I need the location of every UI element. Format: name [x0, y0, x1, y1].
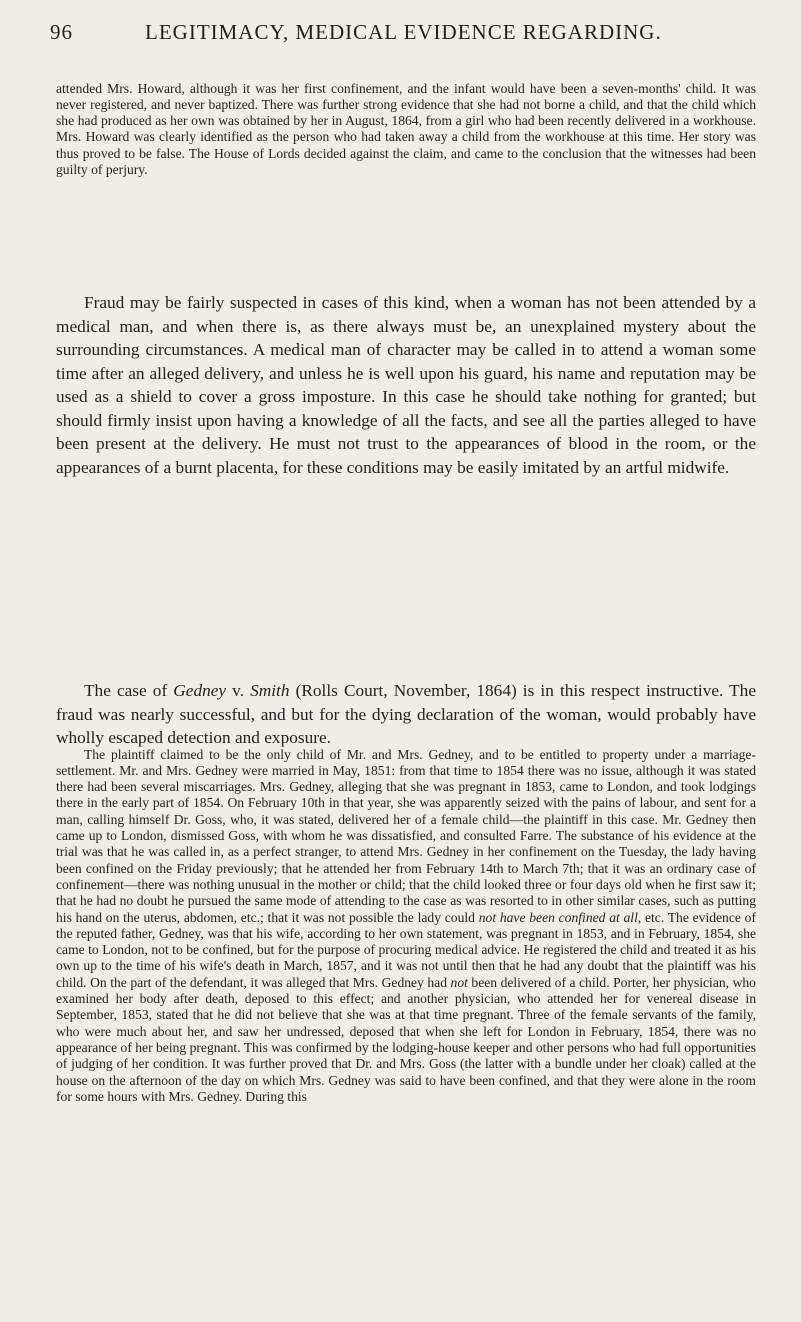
text-run: (Rolls Court, November, 1864) is in this respect instructive. The fraud was nearly successful, and but for the dying declaration of the woman, would probably have wholly escaped detection and exposure.	[56, 681, 756, 748]
page-header	[50, 20, 750, 50]
page-number: 96	[50, 20, 73, 44]
text-run: The plaintiff claimed to be the only child of Mr. and Mrs. Gedney, and to be entitled to property under a marriage-settlement. Mr. and Mrs. Gedney were married in May, 1851: from that time to 1854 there was no issue, although it was stated there had been several miscarriages. Mrs. Gedney, alleging that she was pregnant in 1853, came to London, and took lodgings there in the early part of 1854. On February 10th in that year, she was apparently seized with the pains of labour, and sent for a man, calling himself Dr. Goss, who, it was stated, delivered her of a female child—the plaintiff in this case. Mr. Gedney then came up to London, dismissed Goss, with whom he was dissatisfied, and consulted Farre. The substance of his evidence at the trial was that he was called in, as a perfect stranger, to attend Mrs. Gedney in her confinement on the Tuesday, the lady having been confined on the Friday previously; that he attended her from February 14th to March 7th; that it was an ordinary case of confinement—there was nothing unusual in the mother or child; that the child looked three or four days old when he first saw it; that he had no doubt he pursued the same mode of attending to the case as was resorted to in other similar cases, such as putting his hand on the uterus, abdomen, etc.; that it was not possible the lady could	[56, 746, 756, 925]
paragraph-gedney-details	[56, 747, 756, 1106]
text-run: The case of	[84, 681, 174, 701]
emphasis-italic: not have been confined at all	[478, 909, 638, 925]
running-head: LEGITIMACY, MEDICAL EVIDENCE REGARDING.	[145, 20, 662, 44]
text-run: been delivered of a child. Porter, her physician, who examined her body after death, deposed to this effect; and another physician, who attended her for venereal disease in September, 1853, stated that he did not believe that she was at that time pregnant. Three of the female servants of the family, who were much about her, and saw her undressed, deposed that when she left for London in February, 1854, there was no appearance of her being pregnant. This was confirmed by the lodging-house keeper and other persons who had full opportunities of judging of her condition. It was further proved that Dr. and Mrs. Goss (the latter with a bundle under her cloak) called at the house on the afternoon of the day on which Mrs. Gedney was said to have been confined, and that they were alone in the room for some hours with Mrs. Gedney. During this	[56, 974, 756, 1104]
emphasis-italic: not	[450, 974, 468, 990]
case-name-italic: Gedney	[173, 681, 227, 701]
paragraph-howard-case: attended Mrs. Howard, although it was her first confinement, and the infant would have been a seven-months' child. It was never registered, and never baptized. There was further strong evidence that she had not borne a child, and that the child which she had produced as her own was obtained by her in August, 1864, from a girl who had been recently delivered in a workhouse. Mrs. Howard was clearly identified as the person who had taken away a child from the workhouse at this time. Her story was thus proved to be false. The House of Lords decided against the claim, and came to the conclusion that the witnesses had been guilty of perjury.	[56, 80, 756, 178]
paragraph-fraud-suspicion: Fraud may be fairly suspected in cases of this kind, when a woman has not been attended by a medical man, and when there is, as there always must be, an unexplained mystery about the surrounding circumstances. A medical man of character may be called in to attend a woman some time after an alleged delivery, and unless he is well upon his guard, his name and reputation may be used as a shield to cover a gross imposture. In this case he should take nothing for granted; but should firmly insist upon having a knowledge of all the facts, and see all the parties alleged to have been present at the delivery. He must not trust to the appearances of blood in the room, or the appearances of a burnt placenta, for these conditions may be easily imitated by an artful midwife.	[56, 293, 756, 477]
text-run: v.	[226, 681, 251, 701]
case-name-italic: Smith	[250, 681, 290, 701]
paragraph-gedney-intro	[56, 679, 756, 750]
text-run: , etc. The evidence of the reputed father, Gedney, was that his wife, according to her own statement, was pregnant in 1853, and in February, 1854, she came to London, not to be confined, but for the purpose of procuring medical advice. He registered the child and treated it as his own up to the time of his wife's death in March, 1857, and it was not until then that he had any doubt that the plaintiff was his child. On the part of the defendant, it was alleged that Mrs. Gedney had	[56, 909, 756, 990]
